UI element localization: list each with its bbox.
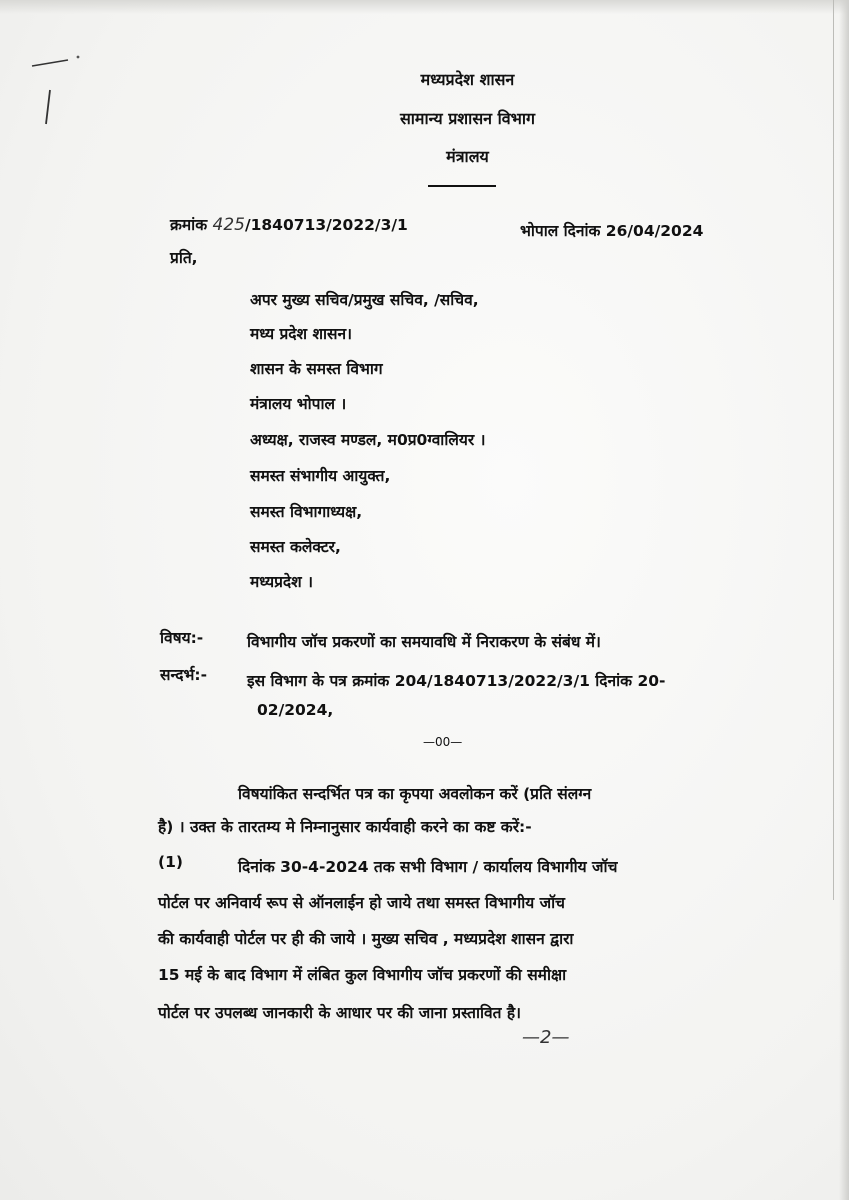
body-line: पोर्टल पर अनिवार्य रूप से ऑनलाईन हो जाये तथा समस्त विभागीय जॉच	[158, 894, 565, 912]
body-line: पोर्टल पर उपलब्ध जानकारी के आधार पर की जाना प्रस्तावित है।	[158, 1004, 521, 1022]
order-number	[170, 213, 408, 235]
header-department: सामान्य प्रशासन विभाग	[399, 109, 536, 128]
body-line: दिनांक 30-4-2024 तक सभी विभाग / कार्यालय विभागीय जॉच	[238, 858, 618, 876]
addressee-line: समस्त कलेक्टर,	[250, 538, 341, 556]
subject-label: विषय:-	[160, 629, 204, 647]
scan-edge-top	[0, 0, 849, 14]
addressee-line: अपर मुख्य सचिव/प्रमुख सचिव, /सचिव,	[250, 291, 479, 309]
scan-fold-line	[833, 0, 834, 900]
body-line: की कार्यवाही पोर्टल पर ही की जाये । मुख्य सचिव , मध्यप्रदेश शासन द्वारा	[158, 930, 574, 948]
addressee-line: मध्य प्रदेश शासन।	[250, 325, 352, 343]
place-date: भोपाल दिनांक 26/04/2024	[520, 222, 704, 240]
reference-text-line: 02/2024,	[257, 701, 334, 719]
reference-label: सन्दर्भ:-	[160, 666, 208, 684]
body-line: 15 मई के बाद विभाग में लंबित कुल विभागीय जॉच प्रकरणों की समीक्षा	[158, 966, 567, 984]
subject-text: विभागीय जॉच प्रकरणों का समयावधि में निराकरण के संबंध में।	[247, 633, 601, 651]
order-number-rest: /1840713/2022/3/1	[244, 216, 408, 234]
addressee-line: समस्त संभागीय आयुक्त,	[250, 467, 391, 485]
scan-edge-right	[839, 0, 849, 1200]
addressee-line: अध्यक्ष, राजस्व मण्डल, म0प्र0ग्वालियर ।	[250, 431, 486, 449]
body-line: विषयांकित सन्दर्भित पत्र का कृपया अवलोकन करें (प्रति संलग्न	[238, 785, 592, 803]
header-government: मध्यप्रदेश शासन	[420, 70, 515, 89]
separator: —00—	[423, 735, 463, 749]
item-number: (1)	[158, 853, 183, 871]
addressee-line: समस्त विभागाध्यक्ष,	[250, 503, 363, 521]
order-number-handwritten: 425	[212, 215, 245, 235]
reference-text-line: इस विभाग के पत्र क्रमांक 204/1840713/2022/3/1 दिनांक 20-	[247, 672, 666, 690]
addressee-line: शासन के समस्त विभाग	[250, 360, 383, 378]
body-line: है) । उक्त के तारतम्य मे निम्नानुसार कार्यवाही करने का कष्ट करें:-	[158, 818, 532, 836]
header-underline	[428, 185, 496, 187]
page-number-marker: —2—	[522, 1027, 570, 1048]
order-number-label: क्रमांक	[170, 216, 208, 234]
header-ministry: मंत्रालय	[446, 147, 489, 166]
addressee-line: मध्यप्रदेश ।	[250, 573, 313, 591]
addressee-line: मंत्रालय भोपाल ।	[250, 395, 347, 413]
salutation-prati: प्रति,	[170, 249, 198, 267]
